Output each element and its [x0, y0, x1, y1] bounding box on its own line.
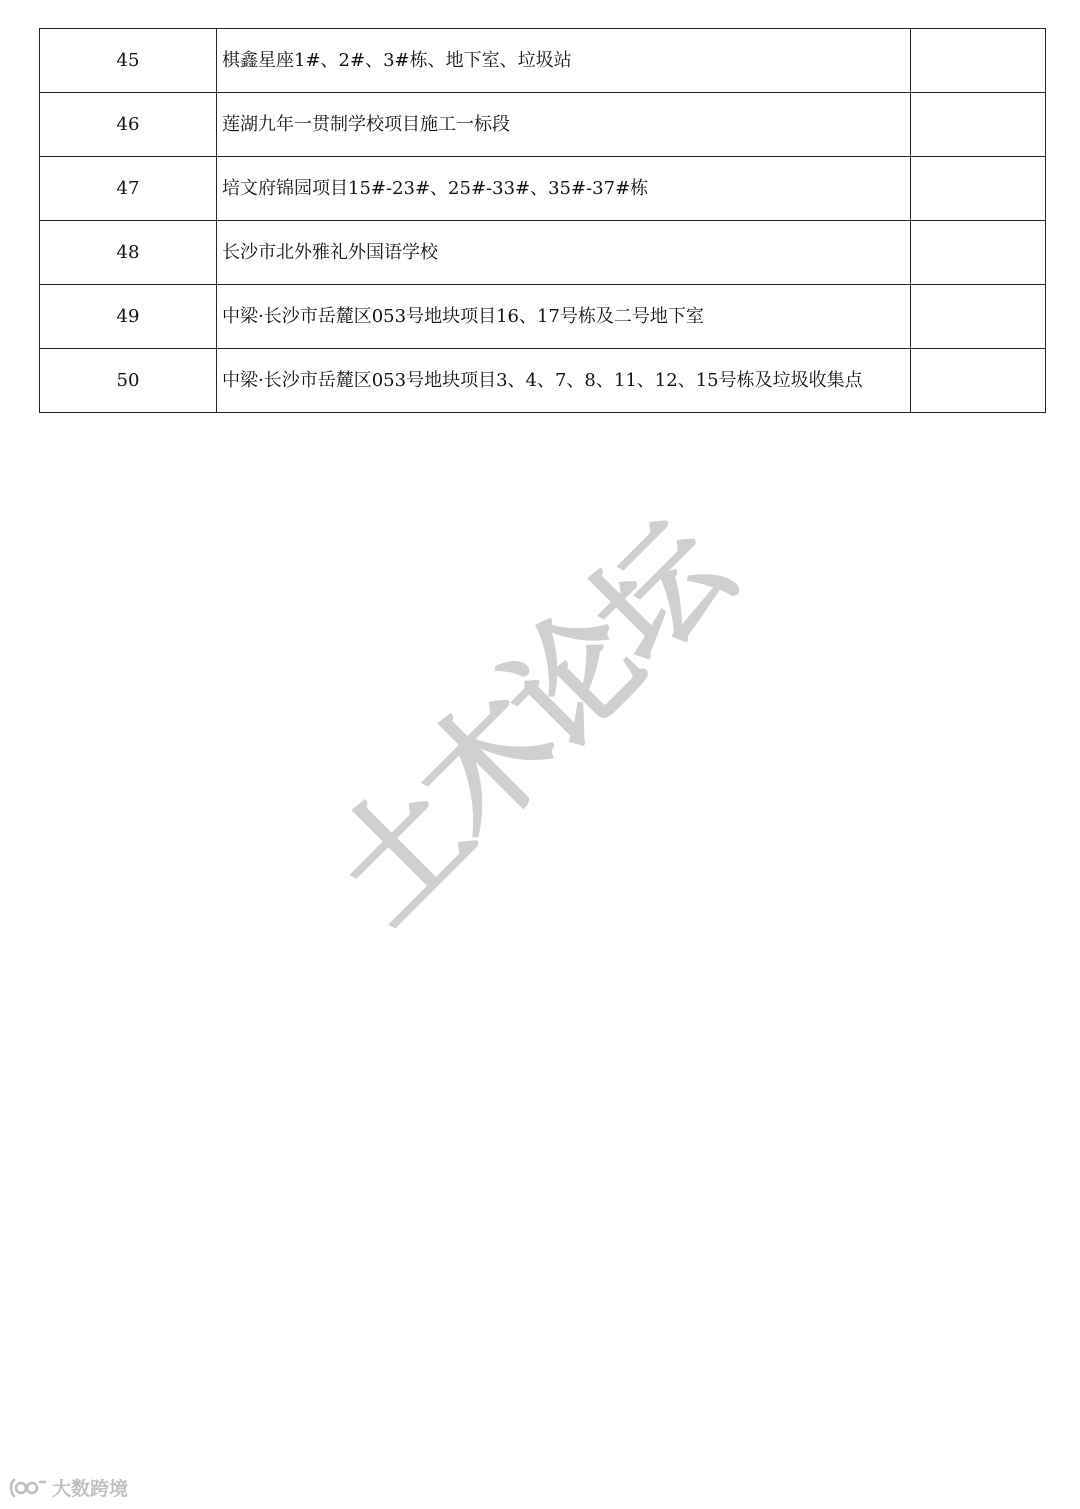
- row-number: 45: [40, 29, 217, 93]
- project-name: 莲湖九年一贯制学校项目施工一标段: [222, 113, 510, 135]
- row-number: 48: [40, 221, 217, 285]
- project-name: 培文府锦园项目15#-23#、25#-33#、35#-37#栋: [222, 177, 649, 199]
- table-row: [40, 93, 1046, 157]
- remark-cell: [911, 349, 1046, 413]
- row-number: 46: [40, 93, 217, 157]
- brand-name: 大数跨境: [52, 1478, 129, 1500]
- row-number: 47: [40, 157, 217, 221]
- remark-cell: [911, 93, 1046, 157]
- project-name-cell: [217, 349, 911, 413]
- footer-brand: [8, 1474, 128, 1501]
- row-number: 50: [40, 349, 217, 413]
- project-name: 中梁·长沙市岳麓区053号地块项目16、17号栋及二号地下室: [222, 305, 704, 327]
- project-name-cell: [217, 29, 911, 93]
- project-name: 长沙市北外雅礼外国语学校: [222, 241, 438, 263]
- project-name-cell: [217, 285, 911, 349]
- table-row: [40, 285, 1046, 349]
- project-name-cell: [217, 157, 911, 221]
- table-row: [40, 157, 1046, 221]
- row-number: 49: [40, 285, 217, 349]
- watermark: 土木论坛: [304, 499, 755, 950]
- brand-logo-icon: [8, 1477, 48, 1499]
- table-row: [40, 221, 1046, 285]
- table-row: [40, 29, 1046, 93]
- project-name: 棋鑫星座1#、2#、3#栋、地下室、垃圾站: [222, 49, 572, 71]
- remark-cell: [911, 285, 1046, 349]
- project-name-cell: [217, 93, 911, 157]
- project-name-cell: [217, 221, 911, 285]
- project-table: [39, 28, 1046, 413]
- table-row: [40, 349, 1046, 413]
- remark-cell: [911, 221, 1046, 285]
- remark-cell: [911, 29, 1046, 93]
- remark-cell: [911, 157, 1046, 221]
- project-name: 中梁·长沙市岳麓区053号地块项目3、4、7、8、11、12、15号栋及垃圾收集点: [222, 369, 863, 391]
